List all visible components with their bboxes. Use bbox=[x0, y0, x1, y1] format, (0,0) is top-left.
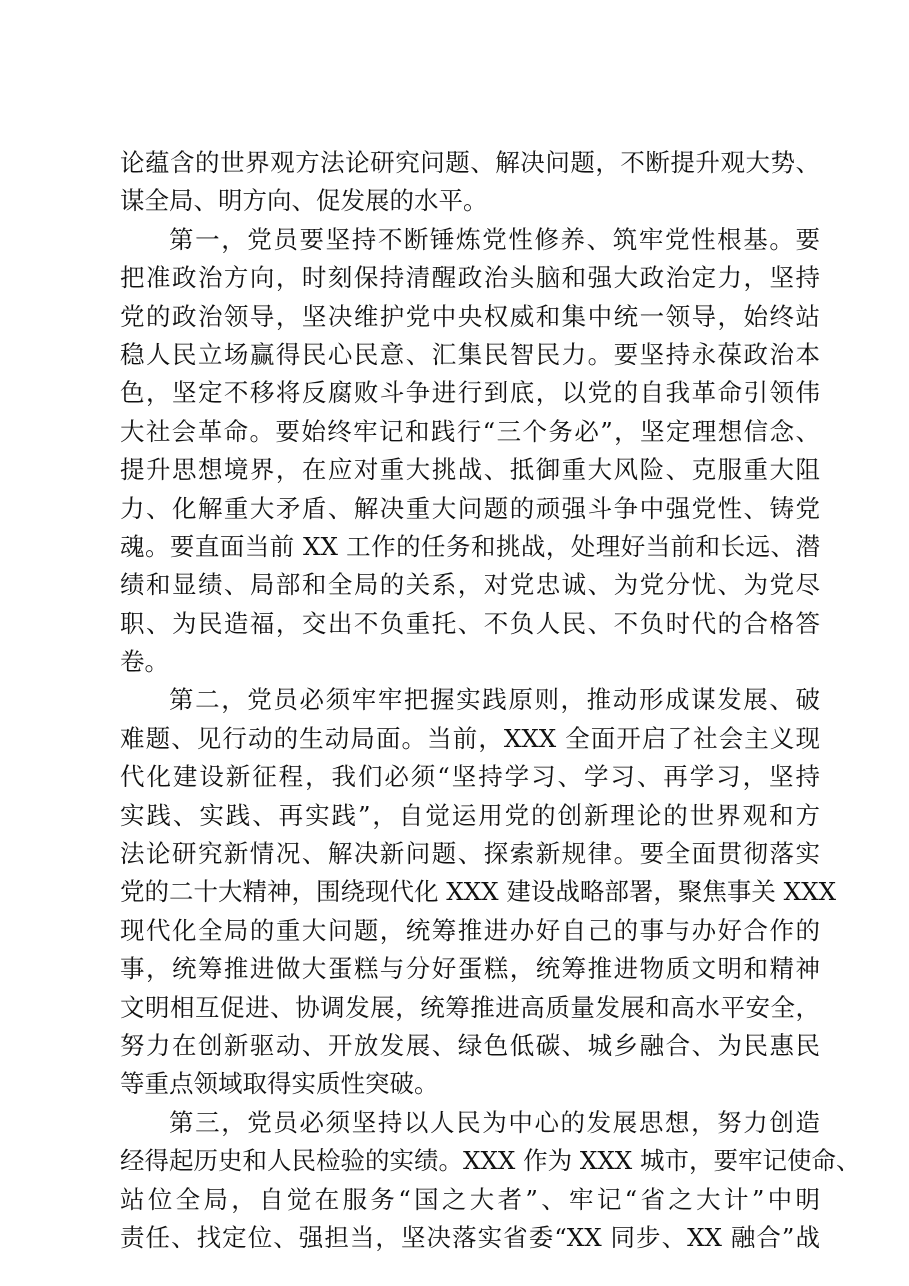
paragraph-third bbox=[120, 1104, 861, 1258]
text-line: 第一，党员要坚持不断锤炼党性修养、筑牢党性根基。要 bbox=[169, 224, 820, 254]
text-line: 卷。 bbox=[120, 647, 169, 677]
text-line: 努力在创新驱动、开放发展、绿色低碳、城乡融合、为民惠民 bbox=[120, 1030, 820, 1060]
text-line: 经得起历史和人民检验的实绩。XXX 作为 XXX 城市，要牢记使命、 bbox=[120, 1146, 861, 1176]
text-line: 论蕴含的世界观方法论研究问题、解决问题，不断提升观大势、 bbox=[120, 148, 820, 177]
text-line: 文明相互促进、协调发展，统筹推进高质量发展和高水平安全， bbox=[120, 992, 820, 1022]
document-body bbox=[120, 144, 861, 1257]
text-line: 实践、实践、再实践”，自觉运用党的创新理论的世界观和方 bbox=[120, 800, 820, 830]
paragraph-first bbox=[120, 221, 820, 682]
text-line: 谋全局、明方向、促发展的水平。 bbox=[120, 186, 488, 216]
text-line: 稳人民立场赢得民心民意、汇集民智民力。要坚持永葆政治本 bbox=[120, 339, 820, 369]
text-line: 等重点领域取得实质性突破。 bbox=[120, 1069, 439, 1099]
text-line: 大社会革命。要始终牢记和践行“三个务必”，坚定理想信念、 bbox=[120, 416, 820, 446]
text-line: 魂。要直面当前 XX 工作的任务和挑战，处理好当前和长远、潜 bbox=[120, 531, 820, 561]
text-line: 事，统筹推进做大蛋糕与分好蛋糕，统筹推进物质文明和精神 bbox=[120, 954, 820, 984]
text-line: 党的二十大精神，围绕现代化 XXX 建设战略部署，聚焦事关 XXX bbox=[120, 877, 837, 907]
paragraph-continuation bbox=[120, 144, 820, 221]
text-line: 力、化解重大矛盾、解决重大问题的顽强斗争中强党性、铸党 bbox=[120, 493, 820, 523]
text-line: 现代化全局的重大问题，统筹推进办好自己的事与办好合作的 bbox=[120, 915, 820, 945]
text-line: 站位全局，自觉在服务“国之大者”、牢记“省之大计”中明 bbox=[120, 1184, 820, 1214]
text-line: 色，坚定不移将反腐败斗争进行到底，以党的自我革命引领伟 bbox=[120, 378, 820, 408]
text-line: 法论研究新情况、解决新问题、探索新规律。要全面贯彻落实 bbox=[120, 839, 820, 869]
paragraph-second bbox=[120, 681, 837, 1103]
text-line: 提升思想境界，在应对重大挑战、抵御重大风险、克服重大阻 bbox=[120, 455, 820, 485]
text-line: 绩和显绩、局部和全局的关系，对党忠诚、为党分忧、为党尽 bbox=[120, 570, 820, 600]
text-line: 第三，党员必须坚持以人民为中心的发展思想，努力创造 bbox=[169, 1107, 820, 1137]
text-line: 把准政治方向，时刻保持清醒政治头脑和强大政治定力，坚持 bbox=[120, 263, 820, 293]
text-line: 第二，党员必须牢牢把握实践原则，推动形成谋发展、破 bbox=[169, 685, 820, 715]
text-line: 代化建设新征程，我们必须“坚持学习、学习、再学习，坚持 bbox=[120, 762, 820, 792]
text-line: 职、为民造福，交出不负重托、不负人民、不负时代的合格答 bbox=[120, 608, 820, 638]
text-line: 责任、找定位、强担当，坚决落实省委“XX 同步、XX 融合”战 bbox=[120, 1222, 820, 1252]
text-line: 难题、见行动的生动局面。当前，XXX 全面开启了社会主义现 bbox=[120, 723, 820, 753]
text-line: 党的政治领导，坚决维护党中央权威和集中统一领导，始终站 bbox=[120, 301, 820, 331]
